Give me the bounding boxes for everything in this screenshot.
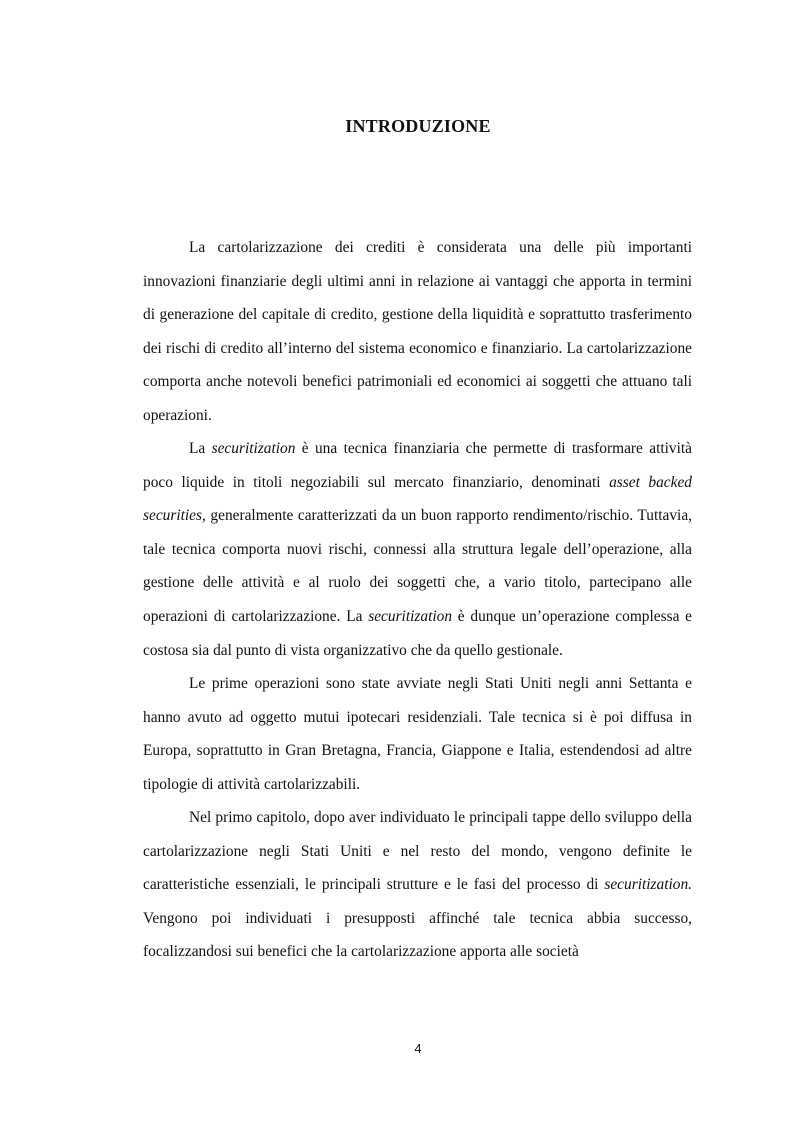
paragraph-1-text-1: La cartolarizzazione dei crediti è considerata una delle più importanti innovazioni finanziarie degli ultimi anni in relazione ai vantaggi che apporta in termini di generazione del capitale di credito, gestione della liquidità e soprattutto trasferimento dei rischi di credito all’interno del sistema economico e finanziario. La cartolarizzazione comporta anche notevoli benefici patrimoniali ed economici ai soggetti che attuano tali operazioni. <box>143 239 692 424</box>
paragraph-2-text-3: generalmente caratterizzati da un buon rapporto rendimento/rischio. Tuttavia, tale tecnica comporta nuovi rischi, connessi alla struttura legale dell’operazione, alla gestione delle attività e al ruolo dei soggetti che, a vario titolo, partecipano alle operazioni di cartolarizzazione. La <box>143 507 692 626</box>
paragraph-4-text-2: Vengono poi individuati i presupposti affinché tale tecnica abbia successo, focalizzandosi sui benefici che la cartolarizzazione apporta alle società <box>143 909 692 961</box>
paragraph-4 <box>143 801 692 969</box>
paragraph-2-italic-securitization: securitization <box>211 440 296 458</box>
paragraph-4-text-1: Nel primo capitolo, dopo aver individuato le principali tappe dello sviluppo della cartolarizzazione negli Stati Uniti e nel resto del mondo, vengono definite le caratteristiche essenziali, le principali strutture e le fasi del processo di <box>143 809 692 894</box>
paragraph-3-text-1: Le prime operazioni sono state avviate negli Stati Uniti negli anni Settanta e hanno avuto ad oggetto mutui ipotecari residenziali. Tale tecnica si è poi diffusa in Europa, soprattutto in Gran Bretagna, Francia, Giappone e Italia, estendendosi ad altre tipologie di attività cartolarizzabili. <box>143 675 692 793</box>
paragraph-2-italic-asset-backed-securities: asset backed securities, <box>143 473 692 525</box>
paragraph-1 <box>143 231 692 432</box>
body-text <box>143 231 692 969</box>
paragraph-2-italic-securitization-2: securitization <box>368 608 453 626</box>
paragraph-2-text-2: è una tecnica finanziaria che permette di trasformare attività poco liquide in titoli negoziabili sul mercato finanziario, denominati <box>143 440 692 491</box>
paragraph-3 <box>143 667 692 801</box>
paragraph-2 <box>143 432 692 667</box>
paragraph-2-text-4: è dunque un’operazione complessa e costosa sia dal punto di vista organizzativo che da quello gestionale. <box>143 608 693 659</box>
paragraph-2-text-1: La <box>189 440 212 458</box>
page-title: INTRODUZIONE <box>345 116 491 136</box>
page-number: 4 <box>414 1041 422 1056</box>
paragraph-4-italic-securitization: securitization. <box>604 876 692 894</box>
